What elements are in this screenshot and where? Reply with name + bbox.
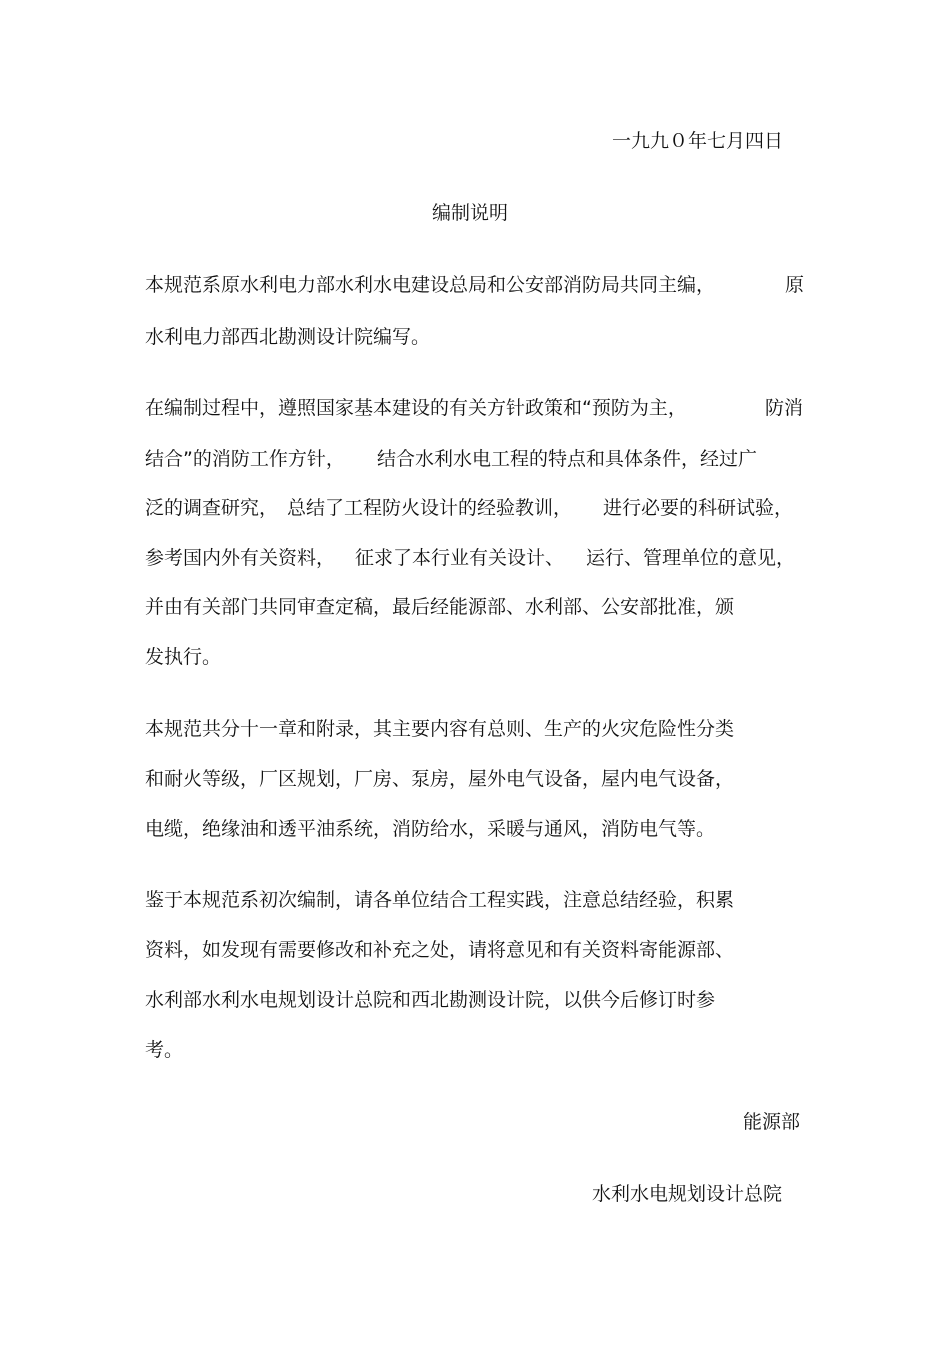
paragraph2-line3c: 进行必要的科研试验， [603, 497, 794, 519]
document-heading: 编制说明 [432, 202, 509, 224]
paragraph2-line2b: 结合水利水电工程的特点和具体条件，经过广 [377, 448, 758, 470]
signature-institute: 水利水电规划设计总院 [592, 1183, 783, 1205]
paragraph4-line4: 考。 [145, 1039, 184, 1061]
paragraph2-line1b: 防消 [765, 397, 804, 419]
paragraph1-line1a: 本规范系原水利电力部水利水电建设总局和公安部消防局共同主编， [145, 274, 716, 296]
paragraph3-line2: 和耐火等级，厂区规划，厂房、泵房，屋外电气设备，屋内电气设备， [145, 768, 735, 790]
paragraph4-line2: 资料，如发现有需要修改和补充之处，请将意见和有关资料寄能源部、 [145, 939, 735, 961]
paragraph1-line2: 水利电力部西北勘测设计院编写。 [145, 326, 431, 348]
paragraph4-line3: 水利部水利水电规划设计总院和西北勘测设计院，以供今后修订时参 [145, 989, 716, 1011]
paragraph2-line2a: 结合”的消防工作方针， [145, 448, 345, 470]
paragraph4-line1: 鉴于本规范系初次编制，请各单位结合工程实践，注意总结经验，积累 [145, 889, 735, 911]
paragraph2-line4c: 运行、管理单位的意见， [586, 547, 796, 569]
paragraph2-line4b: 征求了本行业有关设计、 [355, 547, 565, 569]
paragraph2-line5: 并由有关部门共同审查定稿，最后经能源部、水利部、公安部批准，颁 [145, 596, 735, 618]
signature-ministry: 能源部 [743, 1111, 801, 1133]
paragraph2-line3b: 总结了工程防火设计的经验教训， [287, 497, 573, 519]
paragraph3-line1: 本规范共分十一章和附录，其主要内容有总则、生产的火灾危险性分类 [145, 718, 735, 740]
document-date: 一九九０年七月四日 [612, 130, 784, 152]
paragraph2-line6: 发执行。 [145, 646, 222, 668]
paragraph1-line1b: 原 [785, 274, 805, 296]
paragraph2-line4a: 参考国内外有关资料， [145, 547, 336, 569]
paragraph2-line1a: 在编制过程中，遵照国家基本建设的有关方针政策和“预防为主， [145, 397, 687, 419]
paragraph3-line3: 电缆，绝缘油和透平油系统，消防给水，采暖与通风，消防电气等。 [145, 818, 716, 840]
paragraph2-line3a: 泛的调查研究， [145, 497, 279, 519]
